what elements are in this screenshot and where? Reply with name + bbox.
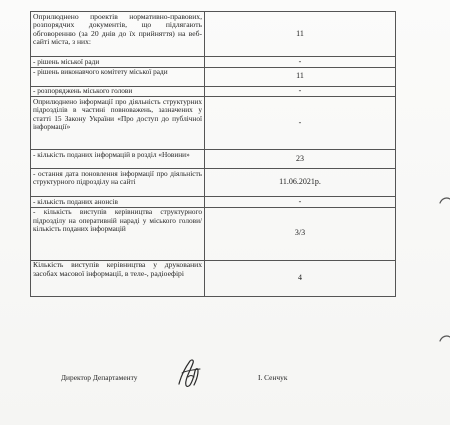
row-label: Оприлюднено проектів нормативно-правових, розпорядчих документів, що підлягають обговоренню (за 20 днів до їх прийняття) на веб-сайті міста, з них: (31, 12, 205, 57)
table-row (31, 57, 396, 68)
row-label: - кількість поданих інформацій в розділ «Новини» (31, 150, 205, 169)
table-row (31, 12, 396, 57)
row-value: - (205, 197, 396, 208)
table-row (31, 207, 396, 260)
row-label: - кількість поданих анонсів (31, 197, 205, 208)
report-table (30, 11, 396, 297)
table-row (31, 67, 396, 86)
table-row (31, 97, 396, 150)
row-label: - кількість виступів керівництва структурного підрозділу на оперативній нараді у міського голови/кількість поданих інформацій (31, 207, 205, 260)
row-label: Кількість виступів керівництва у друкованих засобах масової інформації, в теле-, радіоефірі (31, 260, 205, 296)
table-row (31, 150, 396, 169)
row-value: - (205, 57, 396, 68)
handwritten-signature-icon (172, 357, 206, 391)
row-label: - розпоряджень міського голови (31, 86, 205, 97)
footer-position: Директор Департаменту (61, 373, 138, 382)
table-row (31, 169, 396, 197)
row-label: - рішень міської ради (31, 57, 205, 68)
table-row (31, 260, 396, 296)
row-value: 11 (205, 12, 396, 57)
row-label: - остання дата поновлення інформації про діяльність структурного підрозділу на сайті (31, 169, 205, 197)
row-label: Оприлюднено інформації про діяльність структурних підрозділів в частині повноважень, зазначених у статті 15 Закону України «Про доступ до публічної інформації» (31, 97, 205, 150)
footer-name: І. Сенчук (258, 373, 288, 382)
row-value: - (205, 97, 396, 150)
punch-hole-icon (439, 196, 450, 204)
table-row (31, 197, 396, 208)
row-value: - (205, 86, 396, 97)
table-row (31, 86, 396, 97)
row-value: 11.06.2021р. (205, 169, 396, 197)
row-value: 23 (205, 150, 396, 169)
row-value: 11 (205, 67, 396, 86)
row-label: - рішень виконавчого комітету міської ради (31, 67, 205, 86)
punch-hole-icon (439, 334, 450, 342)
row-value: 3/3 (205, 207, 396, 260)
row-value: 4 (205, 260, 396, 296)
